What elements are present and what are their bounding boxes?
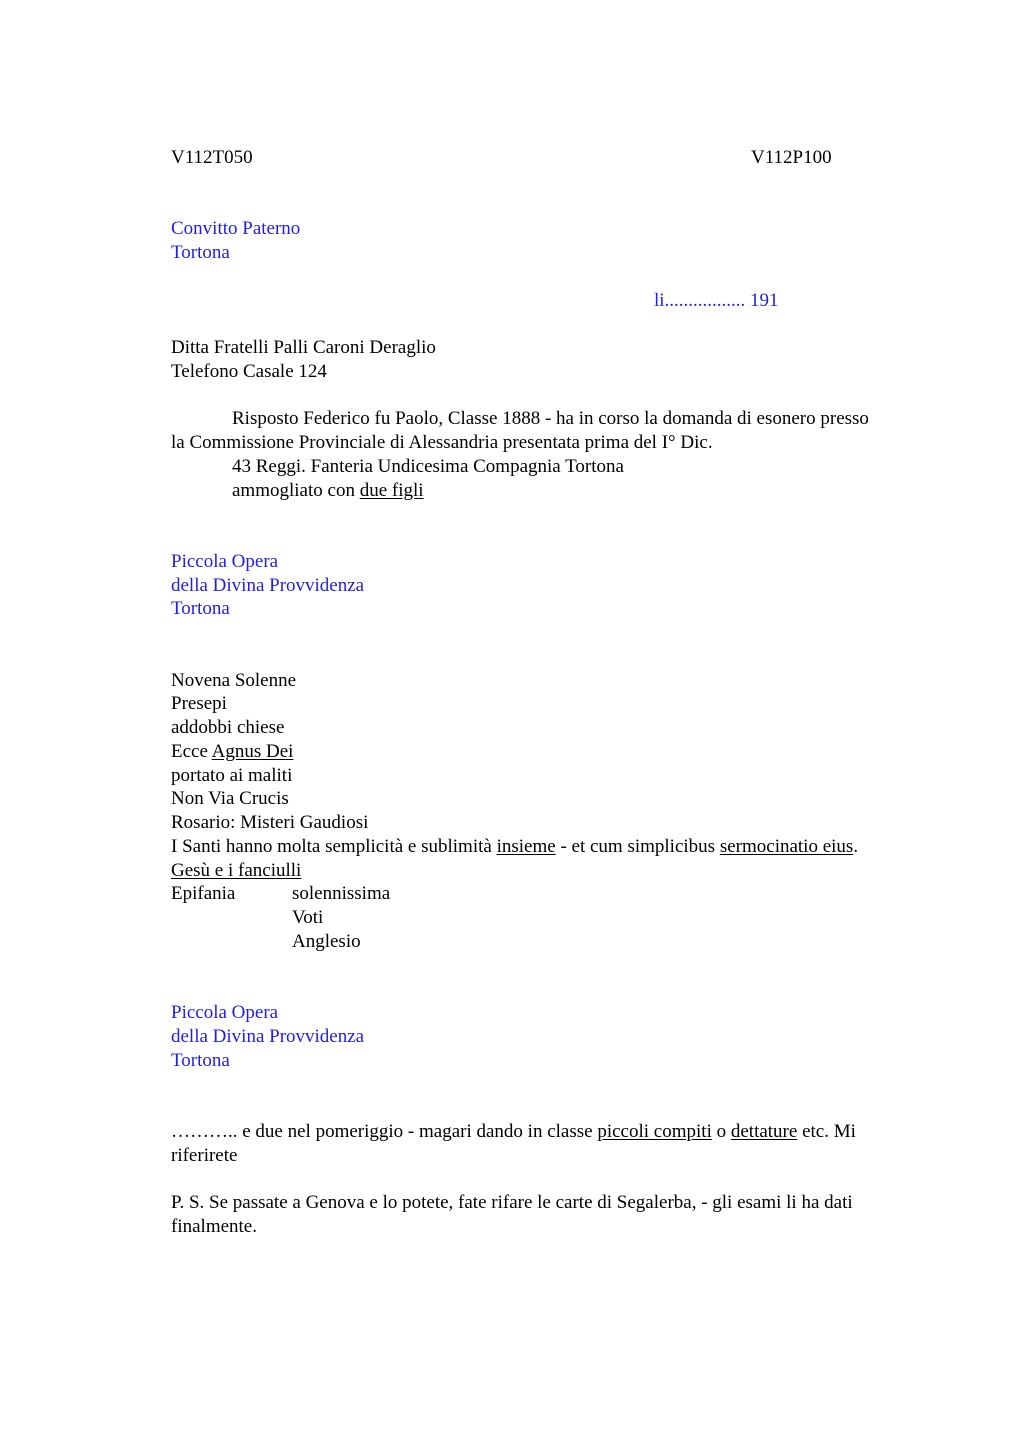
address-line1: Ditta Fratelli Palli Caroni Deraglio xyxy=(171,337,436,358)
letterhead2-line1: Piccola Opera xyxy=(171,551,279,572)
para1-line4 xyxy=(232,479,424,503)
note-7: Rosario: Misteri Gaudiosi xyxy=(171,812,369,833)
note-5: portato ai maliti xyxy=(171,765,293,786)
note-12: Anglesio xyxy=(292,931,361,952)
note-8-text-c: . xyxy=(853,836,859,857)
note-3: addobbi chiese xyxy=(171,717,285,738)
para1-line2: la Commissione Provinciale di Alessandria presentata prima del I° Dic. xyxy=(171,432,713,453)
right-code: V112P100 xyxy=(751,147,832,168)
note-6: Non Via Crucis xyxy=(171,788,289,809)
note-4 xyxy=(171,740,293,764)
note-8-text-a: I Santi hanno molta semplicità e sublimità xyxy=(171,836,497,857)
para1-line3: 43 Reggi. Fanteria Undicesima Compagnia Tortona xyxy=(232,456,624,477)
letterhead2-line3: Tortona xyxy=(171,598,230,619)
left-code: V112T050 xyxy=(171,147,253,168)
letterhead1-line1: Convitto Paterno xyxy=(171,218,301,239)
para2-text-c: etc. Mi xyxy=(797,1121,856,1142)
para1-line4-text: ammogliato con xyxy=(232,480,360,501)
para2-line1 xyxy=(171,1120,856,1144)
para2-underlined-1: piccoli compiti xyxy=(597,1121,712,1142)
note-4-underlined: Agnus Dei xyxy=(211,741,294,762)
ps-line1: P. S. Se passate a Genova e lo potete, fate rifare le carte di Segalerba, - gli esami li ha dati xyxy=(171,1192,853,1213)
ps-line2: finalmente. xyxy=(171,1216,257,1237)
note-11: Voti xyxy=(292,907,324,928)
note-8-underlined-2: sermocinatio eius xyxy=(719,836,854,857)
para2-text-b: o xyxy=(711,1121,731,1142)
para1-line4-underlined: due figli xyxy=(359,480,424,501)
note-8 xyxy=(171,835,858,859)
note-10-value: solennissima xyxy=(292,883,391,904)
para2-text-a: ……….. e due nel pomeriggio - magari dando in classe xyxy=(171,1121,598,1142)
date-line: li................. 191 xyxy=(654,290,779,311)
note-8-underlined-1: insieme xyxy=(496,836,556,857)
note-9-underlined: Gesù e i fanciulli xyxy=(171,860,302,881)
note-1: Novena Solenne xyxy=(171,670,297,691)
letterhead1-line2: Tortona xyxy=(171,242,230,263)
letterhead2-line2: della Divina Provvidenza xyxy=(171,575,365,596)
note-9 xyxy=(171,859,301,883)
note-2: Presepi xyxy=(171,693,227,714)
letterhead3-line3: Tortona xyxy=(171,1050,230,1071)
note-8-text-b: - et cum simplicibus xyxy=(555,836,720,857)
note-4-text: Ecce xyxy=(171,741,212,762)
letterhead3-line1: Piccola Opera xyxy=(171,1002,279,1023)
note-10-label: Epifania xyxy=(171,883,236,904)
letterhead3-line2: della Divina Provvidenza xyxy=(171,1026,365,1047)
para2-underlined-2: dettature xyxy=(730,1121,798,1142)
para1-line1: Risposto Federico fu Paolo, Classe 1888 - ha in corso la domanda di esonero presso xyxy=(232,408,869,429)
para2-line2: riferirete xyxy=(171,1145,238,1166)
address-line2: Telefono Casale 124 xyxy=(171,361,327,382)
